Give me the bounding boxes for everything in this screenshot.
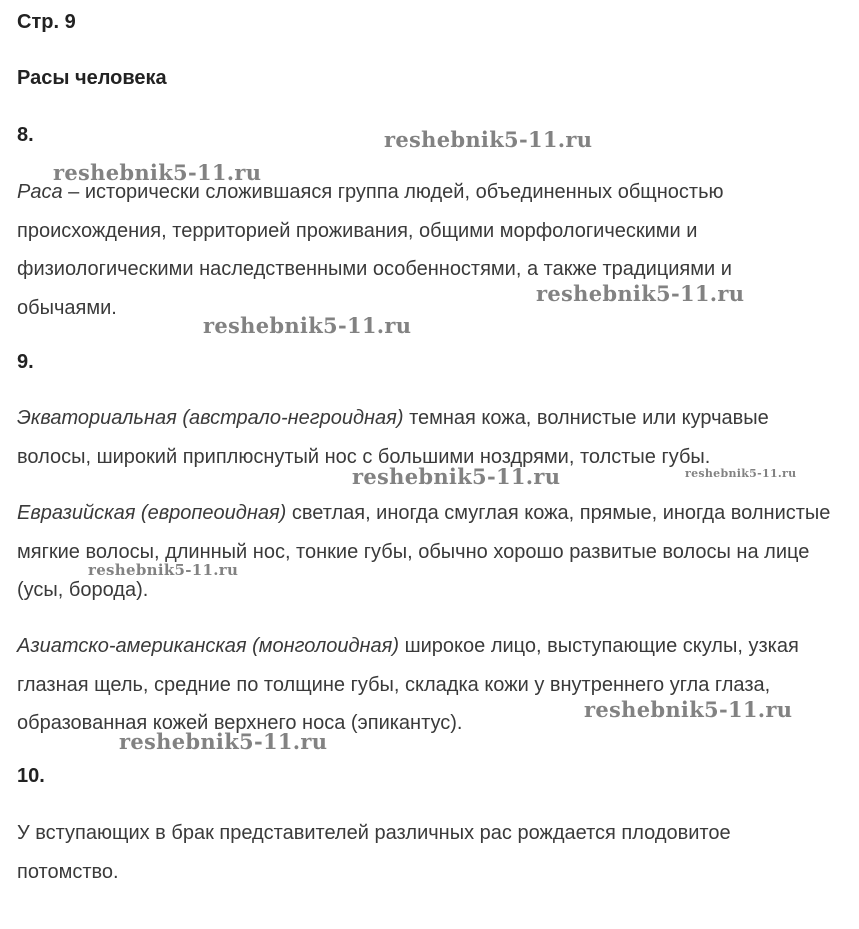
race-name: Азиатско-американская (монголоидная)	[17, 635, 400, 657]
race-description: светлая, иногда смуглая кожа, прямые, иногда волнистые мягкие волосы, длинный нос, тонкие губы, обычно хорошо развитые волосы на лице (усы, борода).	[17, 502, 831, 601]
race-description: темная кожа, волнистые или курчавые волосы, широкий приплюснутый нос с большими ноздрями, толстые губы.	[17, 407, 769, 468]
task-9-number: 9.	[17, 351, 34, 373]
definition-text: – исторически сложившаяся группа людей, объединенных общностью происхождения, территорией проживания, общими морфологическими и физиологическими наследственными особенностями, а также традициями и обычаями.	[17, 181, 732, 319]
race-name: Экваториальная (австрало-негроидная)	[17, 407, 404, 429]
term-race: Раса	[17, 181, 63, 203]
task-10-number: 10.	[17, 765, 45, 787]
race-description: широкое лицо, выступающие скулы, узкая глазная щель, средние по толщине губы, складка кожи у внутреннего угла глаза, образованная кожей верхнего носа (эпикантус).	[17, 635, 799, 734]
watermark: reshebnik5-11.ru	[352, 464, 561, 489]
watermark: reshebnik5-11.ru	[584, 697, 793, 722]
watermark: reshebnik5-11.ru	[536, 281, 745, 306]
watermark: reshebnik5-11.ru	[88, 561, 239, 579]
task-10-answer: У вступающих в брак представителей различных рас рождается плодовитое потомство.	[17, 822, 731, 883]
topic-title: Расы человека	[17, 67, 167, 89]
watermark: reshebnik5-11.ru	[685, 467, 797, 480]
watermark: reshebnik5-11.ru	[53, 160, 262, 185]
task-8-number: 8.	[17, 124, 34, 146]
race-eurasian	[17, 494, 842, 610]
watermark: reshebnik5-11.ru	[203, 313, 412, 338]
race-asian-american	[17, 627, 847, 743]
page-number: Стр. 9	[17, 11, 76, 33]
watermark: reshebnik5-11.ru	[119, 729, 328, 754]
race-name: Евразийская (европеоидная)	[17, 502, 287, 524]
watermark: reshebnik5-11.ru	[384, 127, 593, 152]
